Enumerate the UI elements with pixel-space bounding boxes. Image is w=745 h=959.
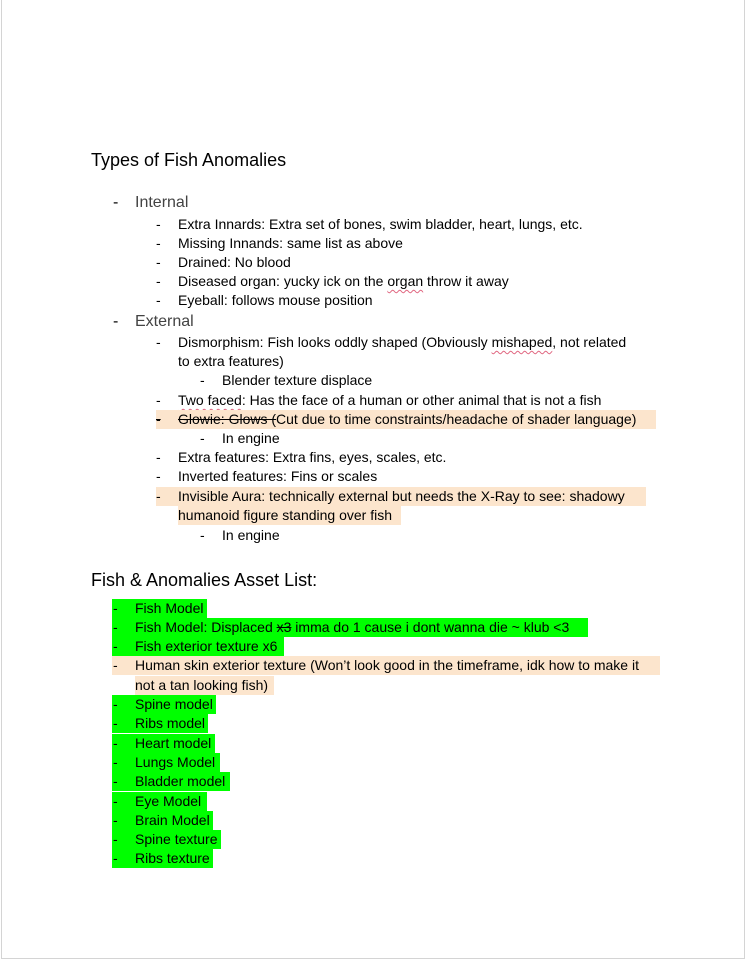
bullet-dash: - bbox=[113, 313, 119, 330]
section-internal: Internal bbox=[135, 194, 189, 211]
document-page: Types of Fish Anomalies - Internal - Extra Innards: Extra set of bones, swim bladder, heart, lungs, etc. - Missing Innands: same list as above - Drained: No blood - Diseased organ: yucky ick on the organ throw it away - Eyeball: follows mouse position - External - Dismorphism: Fish looks oddly shaped (Obviously mishaped, not related to extra features) - Blender texture displace - Two faced: Has the face of a human or other animal that is not a fish - Glowie: Glows (Cut due to time constraints/headache of shader language) - In engine - Extra features: Extra fins, eyes, scales, etc. - Inverted features: Fins or scales - Invisible Aura: technically external but needs the X-Ray to see: shadowy humanoid figure standing over fish - In engine Fish & Anomalies Asset List: - Fish Model - Fish Model: Displaced x3 imma do 1 cause i dont wanna die ~ klub <3 - Fish exterior texture x6 - Human skin exterior texture (Won’t look good in the timeframe, idk how to make it not a tan looking fish) - Spine model - Ribs model - Heart model - Lungs Model - Bladder model - Eye Model - Brain Model - Spine texture - Ribs texture bbox=[1, 0, 745, 959]
heading-types-of-fish-anomalies: Types of Fish Anomalies bbox=[91, 150, 287, 170]
bullet-dash: - bbox=[113, 194, 119, 211]
spellcheck-word: organ bbox=[387, 273, 424, 289]
heading-asset-list: Fish & Anomalies Asset List: bbox=[91, 570, 318, 590]
spellcheck-word: Two faced bbox=[178, 392, 242, 408]
spellcheck-word: mishaped bbox=[491, 334, 553, 350]
section-external: External bbox=[135, 313, 194, 330]
